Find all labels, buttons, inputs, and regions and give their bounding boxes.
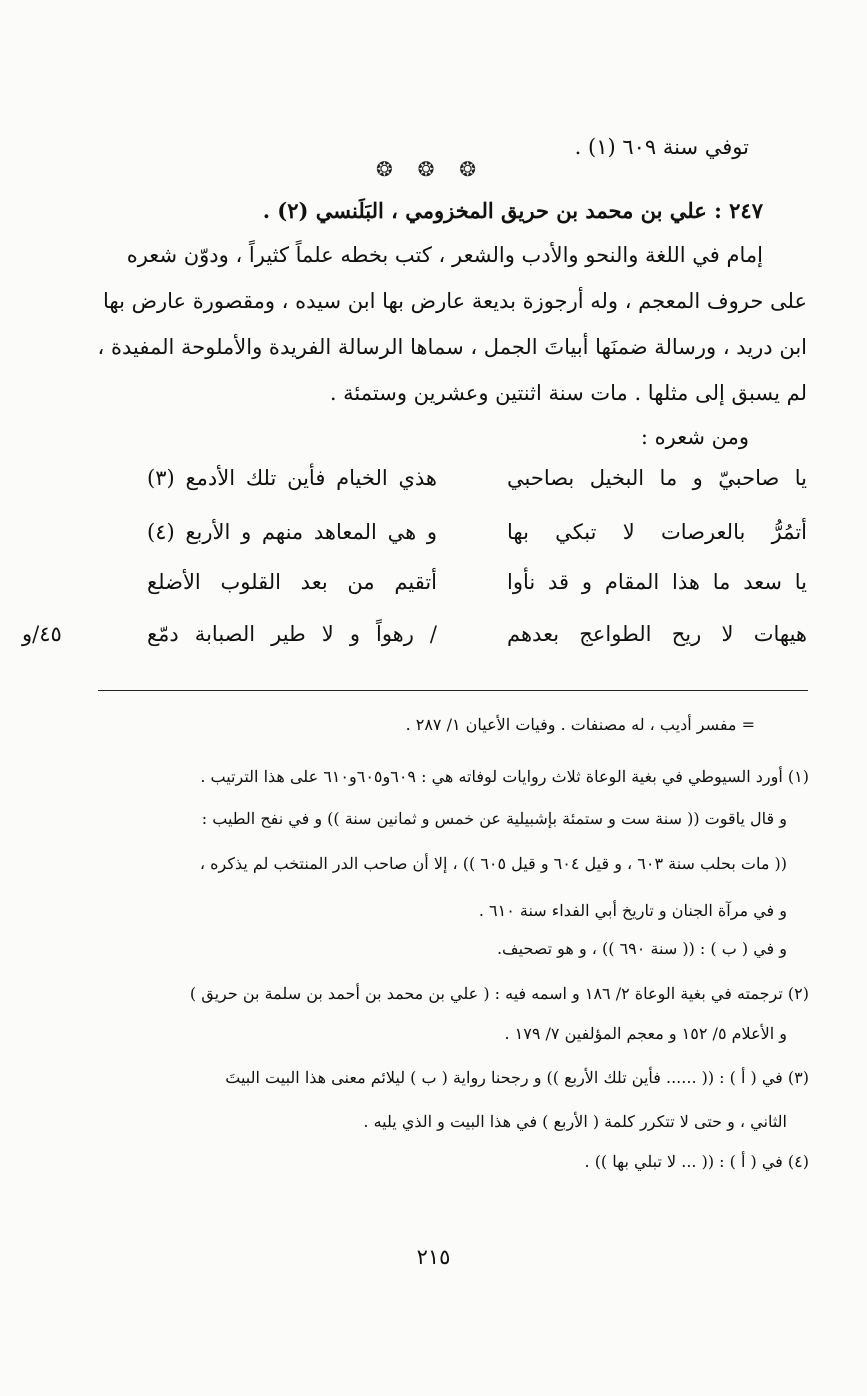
ornament-star-icon: ❂	[459, 157, 476, 181]
body-line: على حروف المعجم ، وله أرجوزة بديعة عارض بها ابن سيده ، ومقصورة عارض بها	[103, 289, 807, 313]
ornament-star-icon: ❂	[417, 157, 435, 181]
entry-heading: ٢٤٧ : علي بن محمد بن حريق المخزومي ، البَلَنسي (٢) .	[262, 198, 763, 223]
footnote-line: (٣) في ( أ ) : (( ...... فأين تلك الأربع )) و رجحنا رواية ( ب ) ليلائم معنى هذا البيت البيتَ	[225, 1068, 809, 1087]
body-line: إمام في اللغة والنحو والأدب والشعر ، كتب بخطه علماً كثيراً ، ودوّن شعره	[126, 243, 763, 267]
footnote-line: (١) أورد السيوطي في بغية الوعاة ثلاث روايات لوفاته هي : ٦٠٩و٦٠٥و٦١٠ على هذا الترتيب .	[200, 767, 809, 786]
verse-hemistich-second: هذي الخيام فأين تلك الأدمع (٣)	[147, 466, 437, 490]
footnote-line: و في ( ب ) : (( سنة ٦٩٠ )) ، و هو تصحيف.	[496, 939, 787, 958]
page-number: ٢١٥	[416, 1245, 451, 1269]
footnote-line: و في مرآة الجنان و تاريخ أبي الفداء سنة ٦١٠ .	[478, 901, 787, 920]
verse-hemistich-second: و هي المعاهد منهم و الأربع (٤)	[147, 520, 437, 544]
verse-hemistich-first: هيهات لا ريح الطواعج بعدهم	[507, 622, 807, 646]
footnote-line: و الأعلام ٥/ ١٥٢ و معجم المؤلفين ٧/ ١٧٩ .	[504, 1024, 787, 1043]
section-ornament	[376, 156, 476, 182]
verse-hemistich-first: يا صاحبيّ و ما البخيل بصاحبي	[507, 466, 807, 490]
verse-hemistich-second: / رهواً و لا طير الصبابة دمّع	[147, 622, 437, 646]
biography-paragraph	[97, 232, 807, 416]
verse-hemistich-first: يا سعد ما هذا المقام و قد نأوا	[507, 570, 807, 594]
footnote-line: = مفسر أديب ، له مصنفات . وفيات الأعيان ١/ ٢٨٧ .	[405, 715, 755, 734]
body-line: لم يسبق إلى مثلها . مات سنة اثنتين وعشرين وستمئة .	[329, 381, 807, 405]
death-year-line: توفي سنة ٦٠٩ (١) .	[574, 135, 749, 159]
poem-intro: ومن شعره :	[640, 425, 749, 449]
footnote-line: (( مات بحلب سنة ٦٠٣ ، و قيل ٦٠٤ و قيل ٦٠٥ )) ، إلا أن صاحب الدر المنتخب لم يذكره ،	[199, 854, 787, 873]
footnote-line: و قال ياقوت (( سنة ست و ستمئة بإشبيلية عن خمس و ثمانين سنة )) و في نفح الطيب :	[201, 809, 787, 828]
footnote-line: (٤) في ( أ ) : (( ... لا تبلي بها )) .	[584, 1152, 809, 1171]
verse-hemistich-second: أتقيم من بعد القلوب الأضلع	[147, 570, 437, 594]
body-line: ابن دريد ، ورسالة ضمنَها أبياتَ الجمل ، سماها الرسالة الفريدة والأملوحة المفيدة ،	[97, 335, 807, 359]
verse-hemistich-first: أتمُرُّ بالعرصات لا تبكي بها	[507, 520, 807, 544]
manuscript-folio-marker: ٤٥/و	[22, 622, 62, 646]
ornament-star-icon: ❂	[376, 157, 393, 181]
footnote-separator	[98, 690, 808, 691]
footnote-line: (٢) ترجمته في بغية الوعاة ٢/ ١٨٦ و اسمه فيه : ( علي بن محمد بن أحمد بن سلمة بن حريق )	[189, 984, 809, 1003]
footnote-line: الثاني ، و حتى لا تتكرر كلمة ( الأربع ) في هذا البيت و الذي يليه .	[363, 1112, 787, 1131]
